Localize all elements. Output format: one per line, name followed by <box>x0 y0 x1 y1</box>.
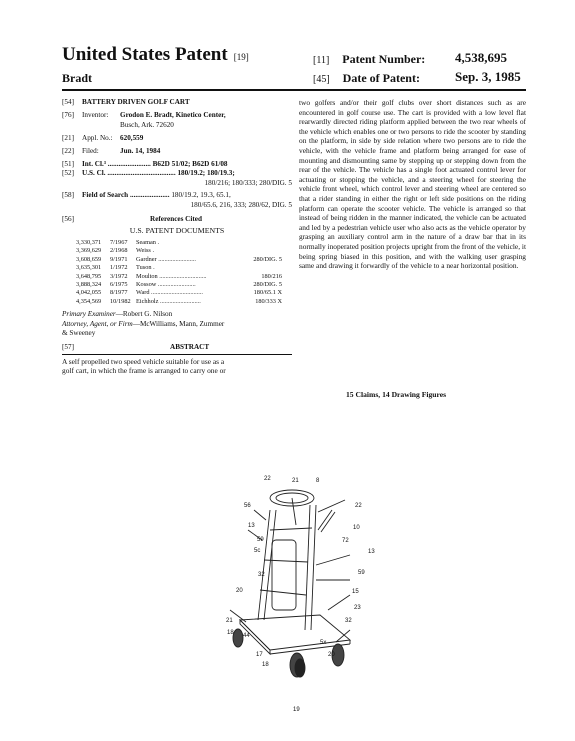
fig-label: 13 <box>368 549 375 555</box>
citation-date: 1/1972 <box>110 264 128 272</box>
golf-cart-drawing <box>200 470 375 705</box>
abstract-continued: two golfers and/or their golf clubs over short distances such as are encountered in golf course use. The cart is provided with a low level flat rearwardly directed riding platform applied between the two rear wheels of the vehicle which enables one or two persons to ride the scooter by standing on the platform, in side by side relation where two persons are to ride the vehicle, with the vehicle frame and platform being arranged for ease of mounting and dismounting same by stepping up or stepping down from the rear of the vehicle. The vehicle has a single foot actuated control lever for actuating or stopping the vehicle, and a steering wheel for steering the vehicle front wheel, which control lever and steering wheel are centered so that a rider standing in either the right or left side positions on the riding platform can operate the scooter vehicle. The vehicle is arranged so that instead of being ridden in the manner indicated, the vehicle can be actuated and led by a pedestrian vehicle user who also acts as the vehicle operator by grasping an auxiliary control arm in the nature of a draw bar that in its normally inoperated position projects upright from the front of the vehicle, it being spring biased in this position, and with the walking user grasping same and drawing it forwardly of the vehicle to a near horizontal position. <box>299 98 526 271</box>
field-filed: [22] Filed: Jun. 14, 1984 <box>62 146 161 155</box>
citation-row <box>76 289 292 297</box>
citation-row <box>76 264 292 272</box>
citation-date: 7/1967 <box>110 238 128 246</box>
fig-label: 59 <box>257 537 264 543</box>
attorney-cont: & Sweeney <box>62 328 96 337</box>
citation-name: Tuson . <box>136 264 155 272</box>
citation-date: 2/1968 <box>110 247 128 255</box>
header-rule <box>62 89 526 91</box>
patent-number-row <box>313 52 425 67</box>
date-row <box>313 71 420 86</box>
citation-name: Moulton .............................. <box>136 272 207 280</box>
abstract-heading-row: [57] ABSTRACT <box>62 343 210 352</box>
citation-name: Weiss . <box>136 247 155 255</box>
citation-name: Eichholz .......................... <box>136 297 201 305</box>
field-uscl: [52] U.S. Cl. ...................................... 180/19.2; 180/19.3; <box>62 169 235 178</box>
fig-label: 59 <box>358 570 365 576</box>
field-inventor-address: Busch, Ark. 72620 <box>120 120 174 129</box>
title-code: [19] <box>233 52 249 62</box>
field-uscl-cont: 180/216; 180/333; 280/DIG. 5 <box>204 178 292 187</box>
citation-row <box>76 239 292 247</box>
citation-date: 10/1982 <box>110 297 131 305</box>
citation-number: 3,330,371 <box>76 238 102 246</box>
inventor-surname: Bradt <box>62 71 92 85</box>
fig-label: 10 <box>353 525 360 531</box>
fig-label: 32 <box>345 618 352 624</box>
fig-label: 5x <box>320 640 327 646</box>
citation-date: 3/1972 <box>110 272 128 280</box>
fig-label: 44 <box>243 633 250 639</box>
us-patent-documents-heading: U.S. PATENT DOCUMENTS <box>129 226 225 236</box>
attorney: Attorney, Agent, or Firm—McWilliams, Mann, Zummer <box>62 319 225 328</box>
patent-number-label: Patent Number: <box>342 52 426 66</box>
left-column <box>62 98 292 376</box>
date-code: [45] <box>313 74 330 85</box>
fig-label: 5c <box>254 548 261 554</box>
citation-class <box>238 247 282 255</box>
patent-date: Sep. 3, 1985 <box>455 69 521 84</box>
citation-class: 280/DIG. 5 <box>253 280 282 288</box>
fig-label: 8 <box>316 478 320 484</box>
date-label: Date of Patent: <box>342 71 420 85</box>
field-title: [54] BATTERY DRIVEN GOLF CART <box>62 98 190 106</box>
fig-label: 21 <box>226 618 233 624</box>
patent-number-code: [11] <box>313 55 330 66</box>
citation-class <box>238 239 282 247</box>
fig-label: 13 <box>248 523 255 529</box>
fig-label: 20 <box>236 588 243 594</box>
fig-label: 19 <box>293 707 300 713</box>
claims-summary: 15 Claims, 14 Drawing Figures <box>346 390 447 399</box>
fig-label: 72 <box>342 538 349 544</box>
citation-row <box>76 273 292 281</box>
citation-row <box>76 256 292 264</box>
citation-date: 9/1971 <box>110 255 128 263</box>
fig-label: 32 <box>258 572 265 578</box>
fig-label: 15 <box>352 589 359 595</box>
fig-label: 18 <box>227 630 234 636</box>
abstract-rule <box>62 354 292 355</box>
fig-label: 22 <box>264 476 271 482</box>
fig-label: 56 <box>244 503 251 509</box>
fig-label: 22 <box>355 503 362 509</box>
field-appl: [21] Appl. No.: 620,559 <box>62 134 144 143</box>
citation-class: 180/216 <box>261 272 282 280</box>
abstract-line-1: A self propelled two speed vehicle suitable for use as a <box>62 356 225 366</box>
citation-number: 3,635,301 <box>76 264 102 272</box>
field-references: [56] References Cited <box>62 215 202 224</box>
citation-row <box>76 281 292 289</box>
citation-number: 3,608,659 <box>76 255 102 263</box>
abstract-line-2: golf cart, in which the frame is arranged to carry one or <box>62 366 226 376</box>
citation-number: 4,354,569 <box>76 297 102 305</box>
citation-number: 3,369,629 <box>76 247 102 255</box>
citation-date: 8/1977 <box>110 289 128 297</box>
fig-label: 17 <box>256 652 263 658</box>
citation-class: 180/65.1 X <box>253 289 282 297</box>
fig-label: 20 <box>328 652 335 658</box>
citation-name: Kossow ........................ <box>136 280 196 288</box>
fig-label: 23 <box>354 605 361 611</box>
fig-label: 21 <box>292 478 299 484</box>
citation-number: 3,648,795 <box>76 272 102 280</box>
citation-class <box>238 264 282 272</box>
primary-examiner: Primary Examiner—Robert G. Nilson <box>62 310 173 319</box>
patent-office-title: United States Patent [19] <box>62 44 249 65</box>
field-search: [58] Field of Search ...................... 180/19.2, 19.3, 65.1, <box>62 191 231 200</box>
patent-number: 4,538,695 <box>455 50 507 65</box>
citation-class: 280/DIG. 5 <box>253 255 282 263</box>
citations-list <box>62 239 292 306</box>
fig-label: 18 <box>262 662 269 668</box>
citation-name: Gardner ........................ <box>136 255 196 263</box>
citation-date: 6/1975 <box>110 280 128 288</box>
field-search-cont: 180/65.6, 216, 333; 280/62, DIG. 5 <box>190 200 292 209</box>
citation-name: Ward ................................. <box>136 289 204 297</box>
citation-name: Seaman . <box>136 238 160 246</box>
field-intcl: [51] Int. Cl.³ ........................ B62D 51/02; B62D 61/08 <box>62 160 228 169</box>
citation-row <box>76 298 292 306</box>
citation-class: 180/333 X <box>255 297 282 305</box>
citation-row <box>76 247 292 255</box>
field-inventor: [76] Inventor: Grodon E. Bradt, Kinetico Center, <box>62 111 226 120</box>
citation-number: 3,888,324 <box>76 280 102 288</box>
citation-number: 4,042,055 <box>76 289 102 297</box>
